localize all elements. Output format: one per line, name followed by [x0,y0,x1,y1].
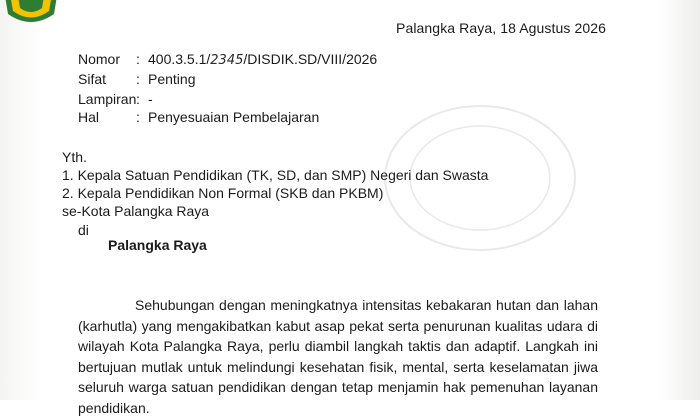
meta-value-nomor [148,50,377,70]
government-logo-icon [0,0,62,24]
recipient-line-1: 1. Kepala Satuan Pendidikan (TK, SD, dan SMP) Negeri dan Swasta [62,167,489,183]
letter-date: Palangka Raya, 18 Agustus 2026 [396,20,607,36]
meta-colon: : [136,51,140,67]
meta-label: Lampiran [78,91,137,107]
meta-colon: : [136,91,140,107]
recipient-line-2: 2. Kepala Pendidikan Non Formal (SKB dan PKBM) [62,185,384,201]
recipient-salutation: Yth. [62,149,87,165]
meta-colon: : [136,71,140,87]
meta-colon: : [136,109,140,125]
body-paragraph: Sehubungan dengan meningkatnya intensitas kebakaran hutan dan lahan (karhutla) yang mengakibatkan kabut asap pekat serta penurunan kualitas udara di wilayah Kota Palangka Raya, perlu diambil langkah taktis dan adaptif. Langkah ini bertujuan mutlak untuk melindungi kesehatan fisik, mental, serta keselamatan jiwa seluruh warga satuan pendidikan dengan tetap menjamin hak pemenuhan layanan pendidikan. [78,297,598,416]
meta-label: Sifat [78,71,107,87]
nomor-prefix: 400.3.5.1/ [148,51,211,67]
meta-value-sifat: Penting [148,71,196,87]
recipient-city: Palangka Raya [108,237,207,253]
nomor-handwritten: 2345 [210,53,244,68]
meta-value-lampiran: - [148,91,153,107]
nomor-suffix: /DISDIK.SD/VIII/2026 [243,51,378,67]
recipient-line-3: se-Kota Palangka Raya [62,203,210,219]
meta-value-hal: Penyesuaian Pembelajaran [148,109,320,125]
meta-label: Hal [78,109,100,125]
meta-label: Nomor [78,51,121,67]
recipient-at: di [78,222,89,238]
